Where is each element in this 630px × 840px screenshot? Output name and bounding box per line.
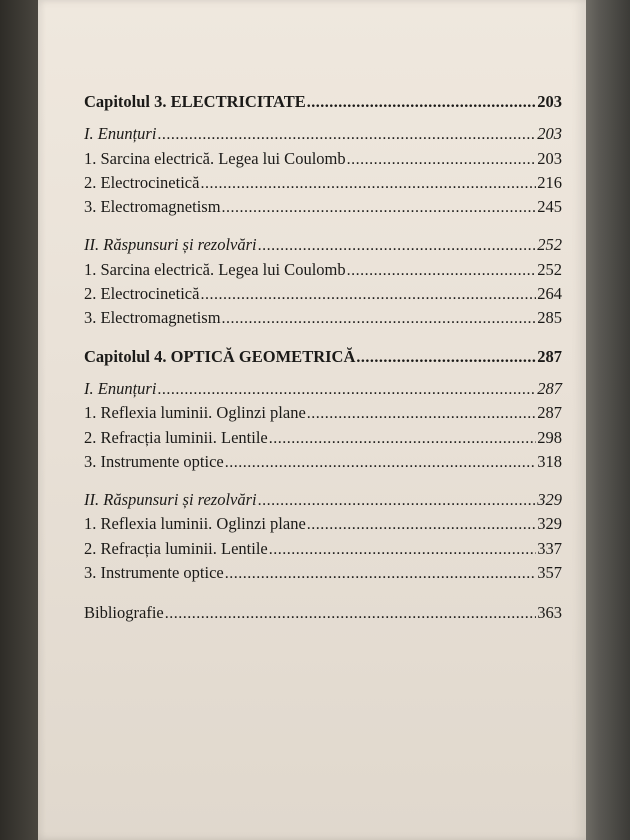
toc-item — [84, 149, 562, 173]
page-number: 329 — [537, 514, 562, 534]
section-label: II. Răspunsuri și rezolvări — [84, 490, 257, 510]
toc-item — [84, 284, 562, 308]
page-number: 337 — [537, 538, 562, 558]
leader-dots — [200, 285, 536, 304]
leader-dots — [258, 491, 537, 510]
bibliography-label: Bibliografie — [84, 603, 164, 623]
page-number: 287 — [537, 403, 562, 423]
toc-item — [84, 514, 562, 538]
toc-bibliography — [84, 603, 562, 627]
toc-item — [84, 308, 562, 332]
item-label: 1. Reflexia luminii. Oglinzi plane — [84, 403, 306, 423]
leader-dots — [157, 125, 536, 144]
item-label: 3. Instrumente optice — [84, 451, 224, 471]
item-label: 2. Electrocinetică — [84, 172, 200, 192]
page-number: 318 — [537, 451, 562, 471]
toc-item — [84, 452, 562, 476]
item-label: 3. Electromagnetism — [84, 308, 221, 328]
page-number: 357 — [537, 563, 562, 583]
page-number: 203 — [537, 92, 562, 111]
page-number: 264 — [537, 284, 562, 304]
leader-dots — [157, 380, 536, 399]
page-number: 245 — [537, 197, 562, 217]
page-number: 216 — [537, 172, 562, 192]
leader-dots — [222, 309, 537, 328]
leader-dots — [269, 540, 537, 559]
section-label: II. Răspunsuri și rezolvări — [84, 235, 257, 255]
leader-dots — [225, 564, 536, 583]
item-label: 2. Refracția luminii. Lentile — [84, 538, 268, 558]
chapter-title: Capitolul 3. ELECTRICITATE — [84, 92, 306, 111]
leader-dots — [347, 261, 537, 280]
page-number: 252 — [537, 235, 562, 255]
page-number: 285 — [537, 308, 562, 328]
leader-dots — [307, 515, 536, 534]
page-number: 203 — [537, 148, 562, 168]
book-page — [38, 0, 586, 840]
item-label: 1. Reflexia luminii. Oglinzi plane — [84, 514, 306, 534]
toc-chapter-4 — [84, 347, 562, 371]
toc-section-enunturi — [84, 379, 562, 403]
toc-item — [84, 539, 562, 563]
toc-item — [84, 260, 562, 284]
item-label: 2. Refracția luminii. Lentile — [84, 427, 268, 447]
section-label: I. Enunțuri — [84, 124, 157, 144]
toc-chapter-3 — [84, 92, 562, 116]
leader-dots — [347, 150, 537, 169]
toc-item — [84, 403, 562, 427]
page-number: 287 — [537, 346, 562, 366]
toc-item — [84, 428, 562, 452]
leader-dots — [307, 93, 537, 112]
book-spine-shadow — [0, 0, 40, 840]
toc-item — [84, 173, 562, 197]
toc-item — [84, 197, 562, 221]
item-label: 3. Instrumente optice — [84, 563, 224, 583]
page-number: 363 — [537, 603, 562, 623]
toc-section-raspunsuri — [84, 490, 562, 514]
leader-dots — [200, 174, 536, 193]
leader-dots — [225, 453, 536, 472]
item-label: 1. Sarcina electrică. Legea lui Coulomb — [84, 259, 346, 279]
toc-section-enunturi — [84, 124, 562, 148]
leader-dots — [222, 198, 537, 217]
leader-dots — [269, 429, 537, 448]
leader-dots — [356, 348, 536, 367]
page-number: 329 — [537, 490, 562, 510]
toc-section-raspunsuri — [84, 235, 562, 259]
page-number: 252 — [537, 259, 562, 279]
item-label: 3. Electromagnetism — [84, 197, 221, 217]
section-label: I. Enunțuri — [84, 378, 157, 398]
page-number: 298 — [537, 427, 562, 447]
chapter-title: Capitolul 4. OPTICĂ GEOMETRICĂ — [84, 346, 356, 366]
item-label: 1. Sarcina electrică. Legea lui Coulomb — [84, 148, 346, 168]
item-label: 2. Electrocinetică — [84, 284, 200, 304]
leader-dots — [258, 236, 537, 255]
page-number: 287 — [537, 378, 562, 398]
table-of-contents — [84, 92, 562, 628]
page-number: 203 — [537, 124, 562, 144]
leader-dots — [307, 404, 536, 423]
toc-item — [84, 563, 562, 587]
leader-dots — [165, 604, 537, 623]
